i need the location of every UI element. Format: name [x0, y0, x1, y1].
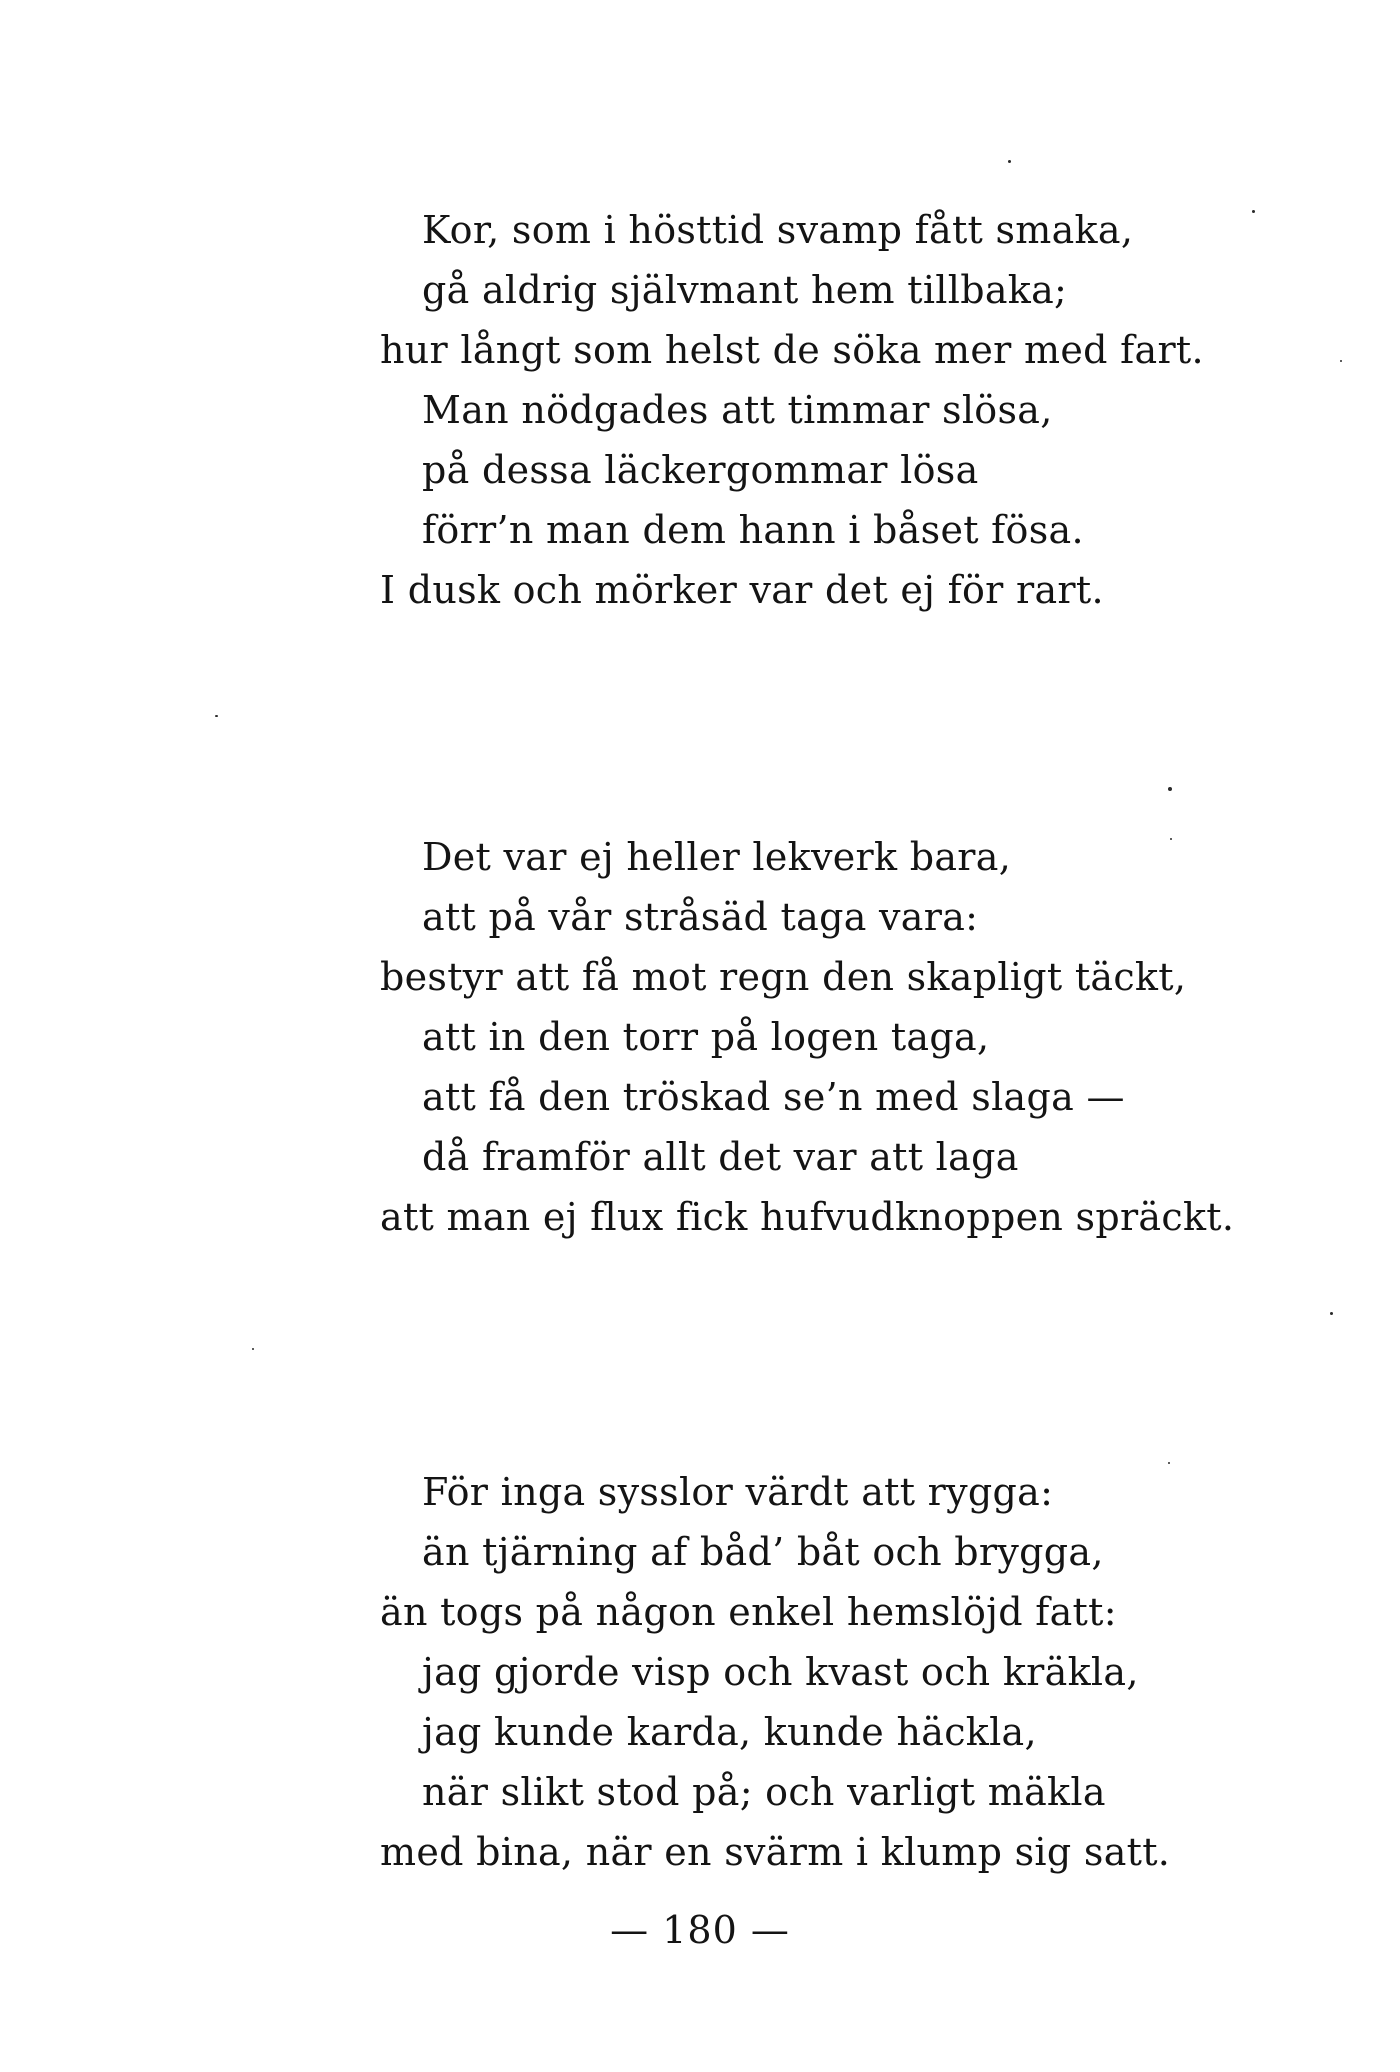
verse-line: jag gjorde visp och kvast och kräkla, — [422, 1650, 1139, 1694]
verse-line: då framför allt det var att laga — [422, 1135, 1019, 1179]
verse-line: I dusk och mörker var det ej för rart. — [380, 568, 1104, 612]
verse-line: att in den torr på logen taga, — [422, 1015, 990, 1059]
scan-speck — [1008, 160, 1011, 163]
verse-line: Man nödgades att timmar slösa, — [422, 388, 1053, 432]
stanza-1 — [380, 200, 1280, 620]
verse-line: Kor, som i hösttid svamp fått smaka, — [422, 208, 1134, 252]
verse-line: att på vår stråsäd taga vara: — [422, 895, 979, 939]
verse-line: gå aldrig självmant hem tillbaka; — [422, 268, 1068, 312]
scan-speck — [1168, 1462, 1170, 1464]
verse-line: jag kunde karda, kunde häckla, — [422, 1710, 1037, 1754]
scan-speck — [1170, 838, 1172, 840]
scan-speck — [1330, 1312, 1333, 1315]
verse-line: att man ej flux fick hufvudknoppen spräckt. — [380, 1195, 1235, 1239]
scan-speck — [1252, 210, 1255, 213]
verse-line: bestyr att få mot regn den skapligt täckt, — [380, 955, 1187, 999]
stanza-3 — [380, 1462, 1280, 1882]
verse-line: än togs på någon enkel hemslöjd fatt: — [380, 1590, 1117, 1634]
verse-line: hur långt som helst de söka mer med fart. — [380, 328, 1204, 372]
scan-speck — [215, 715, 218, 717]
verse-line: För inga sysslor värdt att rygga: — [422, 1470, 1054, 1514]
scan-speck — [1168, 787, 1172, 791]
verse-line: på dessa läckergommar lösa — [422, 448, 979, 492]
verse-line: när slikt stod på; och varligt mäkla — [422, 1770, 1106, 1814]
verse-line: förr’n man dem hann i båset fösa. — [422, 508, 1084, 552]
verse-line: Det var ej heller lekverk bara, — [422, 835, 1012, 879]
scan-speck — [252, 1348, 254, 1350]
scan-speck — [1340, 360, 1342, 362]
verse-line: än tjärning af båd’ båt och brygga, — [422, 1530, 1104, 1574]
page-number: — 180 — — [610, 1908, 790, 1952]
verse-line: att få den tröskad se’n med slaga — — [422, 1075, 1125, 1119]
verse-line: med bina, när en svärm i klump sig satt. — [380, 1830, 1171, 1874]
stanza-2 — [380, 827, 1280, 1247]
